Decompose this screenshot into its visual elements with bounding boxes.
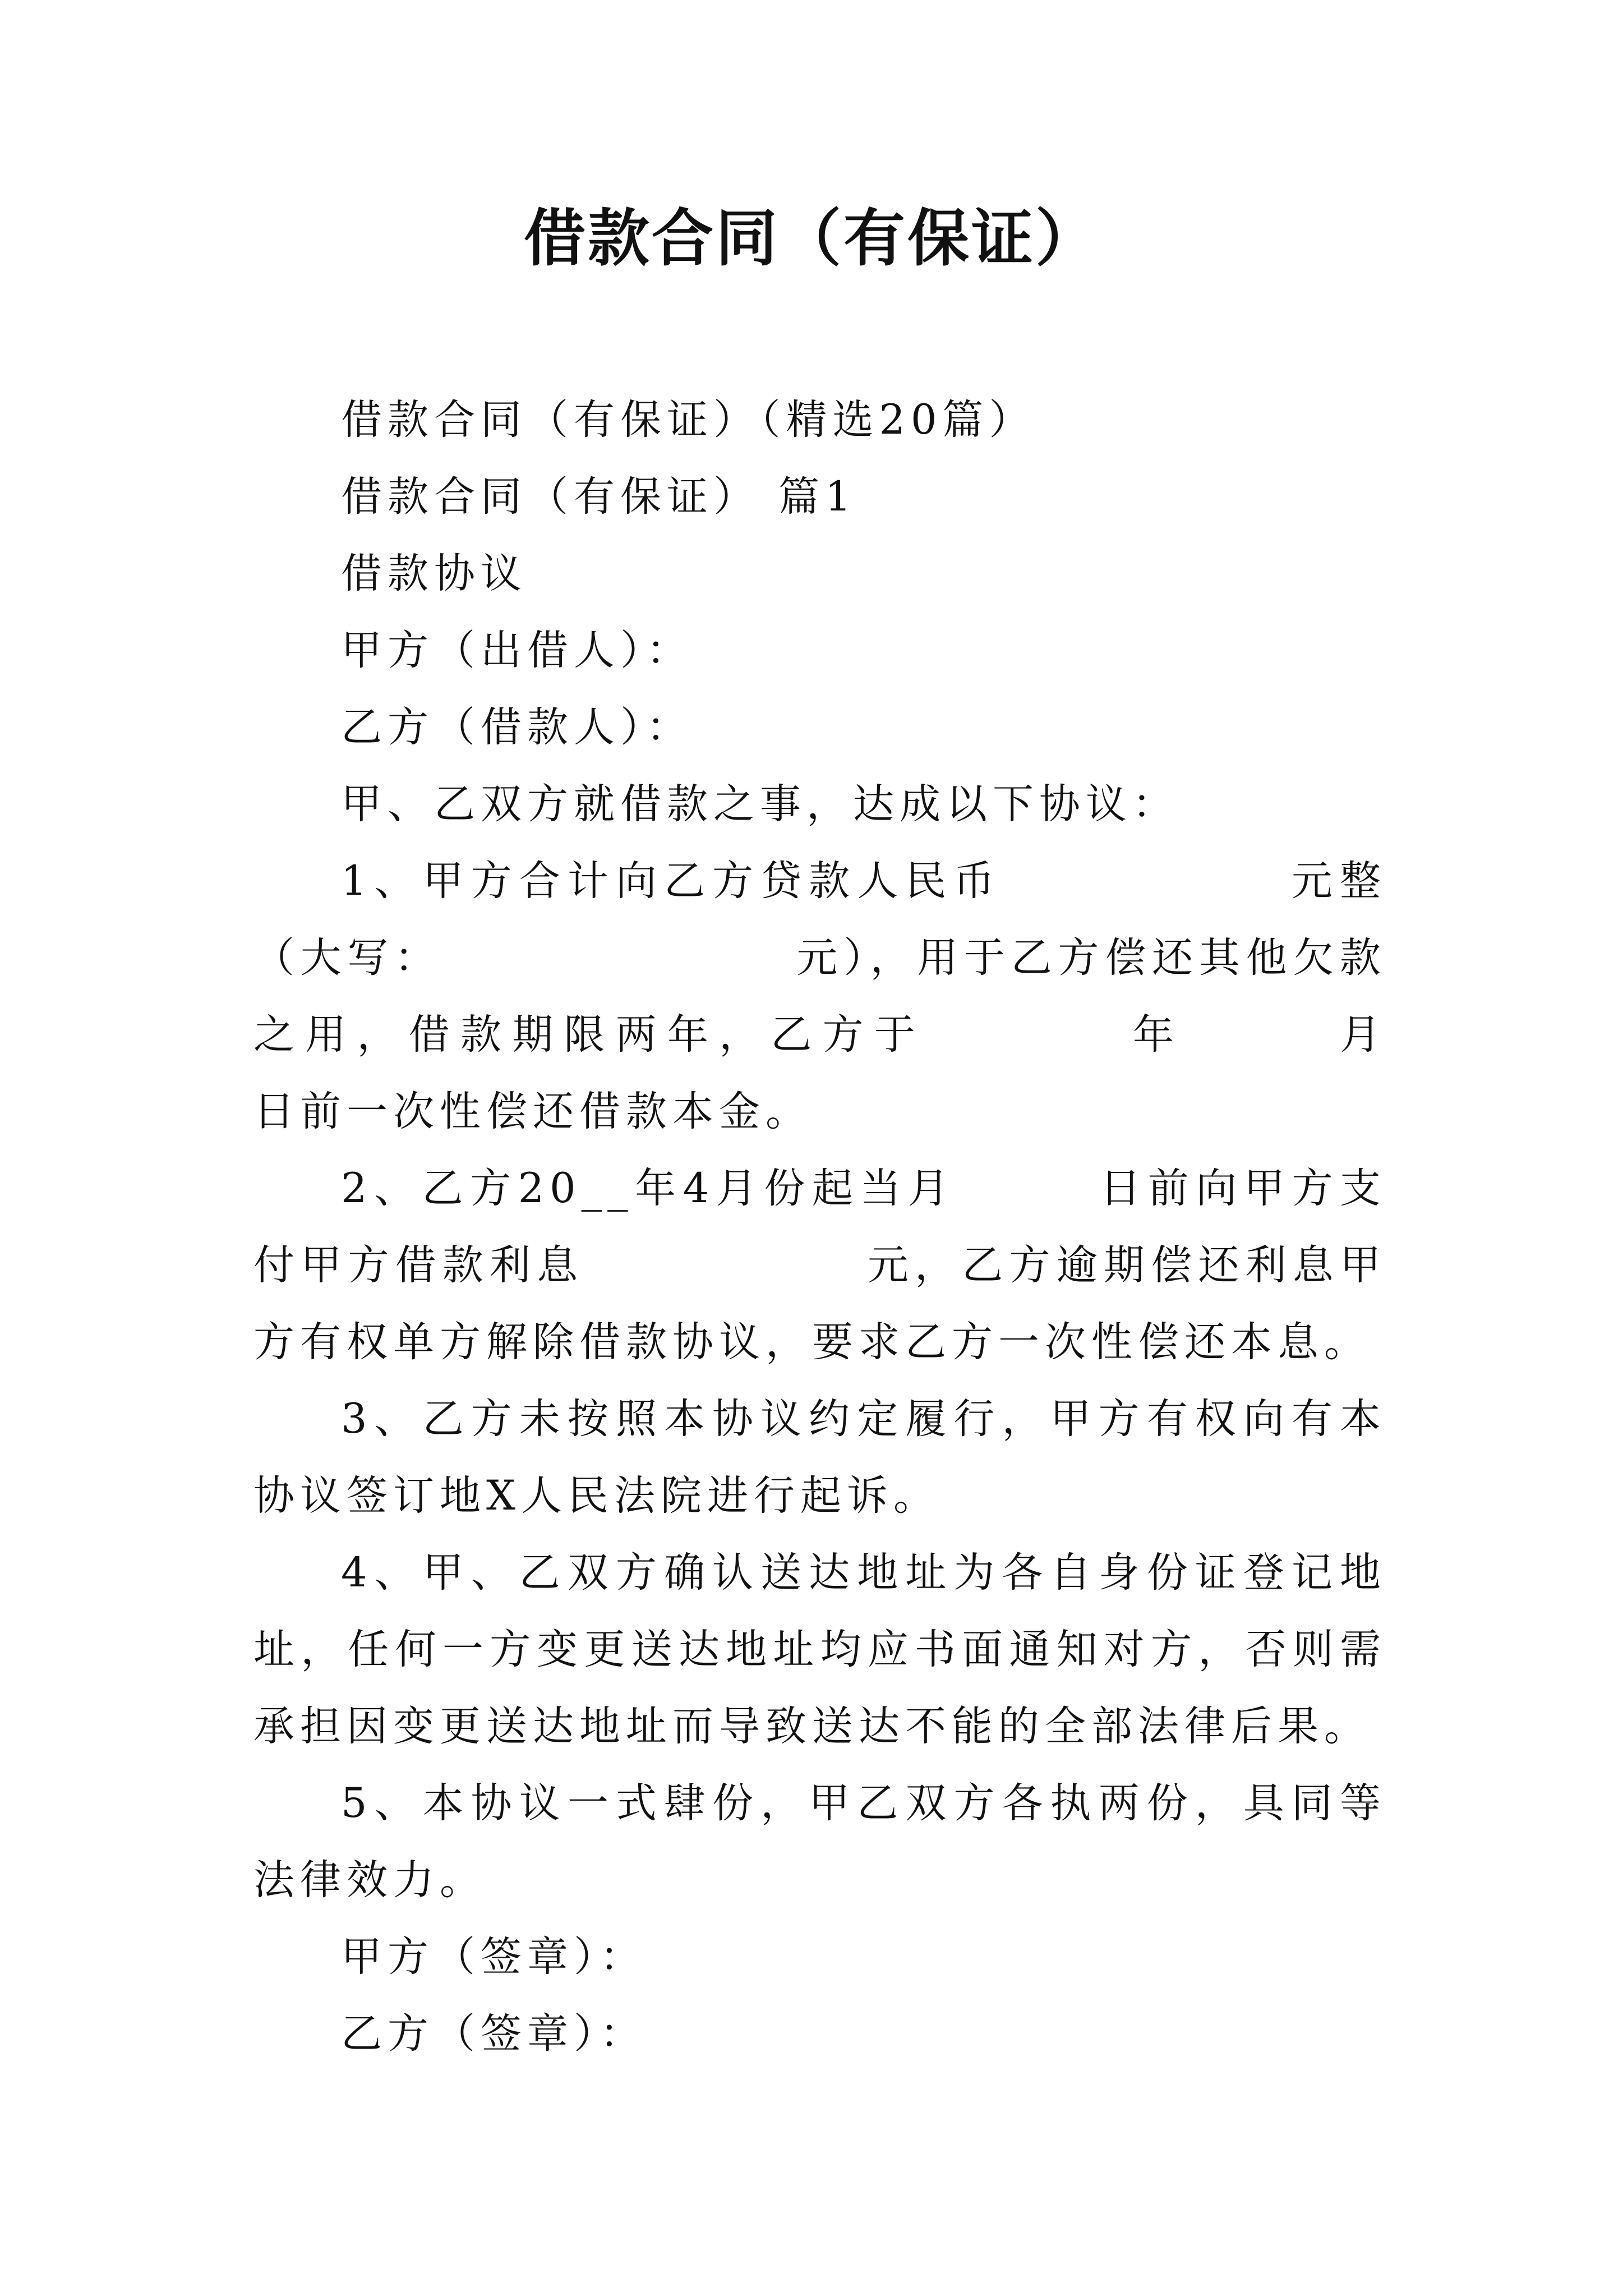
- document-title: 借款合同（有保证）: [524, 202, 1099, 274]
- paragraph-intro: 甲、乙双方就借款之事，达成以下协议：: [341, 780, 1179, 828]
- paragraph-party-a: 甲方（出借人）：: [341, 627, 693, 674]
- paragraph-collection-title: 借款合同（有保证）（精选20篇）: [341, 396, 1036, 444]
- document-body: [253, 381, 1573, 2072]
- paragraph-part-heading: 借款合同（有保证） 篇1: [341, 473, 857, 521]
- paragraph-clause-3: 3、乙方未按照本协议约定履行，甲方有权向有本协议签订地X人民法院进行起诉。: [253, 1395, 1386, 1520]
- paragraph-party-b: 乙方（借款人）：: [341, 703, 693, 751]
- paragraph-signature-b: 乙方（签章）：: [341, 2010, 647, 2058]
- paragraph-clause-4: 4、甲、乙双方确认送达地址为各自身份证登记地址，任何一方变更送达地址均应书面通知对方，否则需承担因变更送达地址而导致送达不能的全部法律后果。: [253, 1549, 1386, 1750]
- paragraph-clause-5: 5、本协议一式肆份，甲乙双方各执两份，具同等法律效力。: [253, 1779, 1386, 1904]
- paragraph-clause-2: 2、乙方20__年4月份起当月 日前向甲方支付甲方借款利息 元，乙方逾期偿还利息甲方有权单方解除借款协议，要求乙方一次性偿还本息。: [253, 1165, 1386, 1366]
- paragraph-agreement-heading: 借款协议: [341, 550, 527, 597]
- paragraph-clause-1: 1、甲方合计向乙方贷款人民币 元整（大写： 元），用于乙方偿还其他欠款之用，借款期限两年，乙方于 年 月 日前一次性偿还借款本金。: [253, 857, 1573, 1135]
- paragraph-signature-a: 甲方（签章）：: [341, 1933, 647, 1981]
